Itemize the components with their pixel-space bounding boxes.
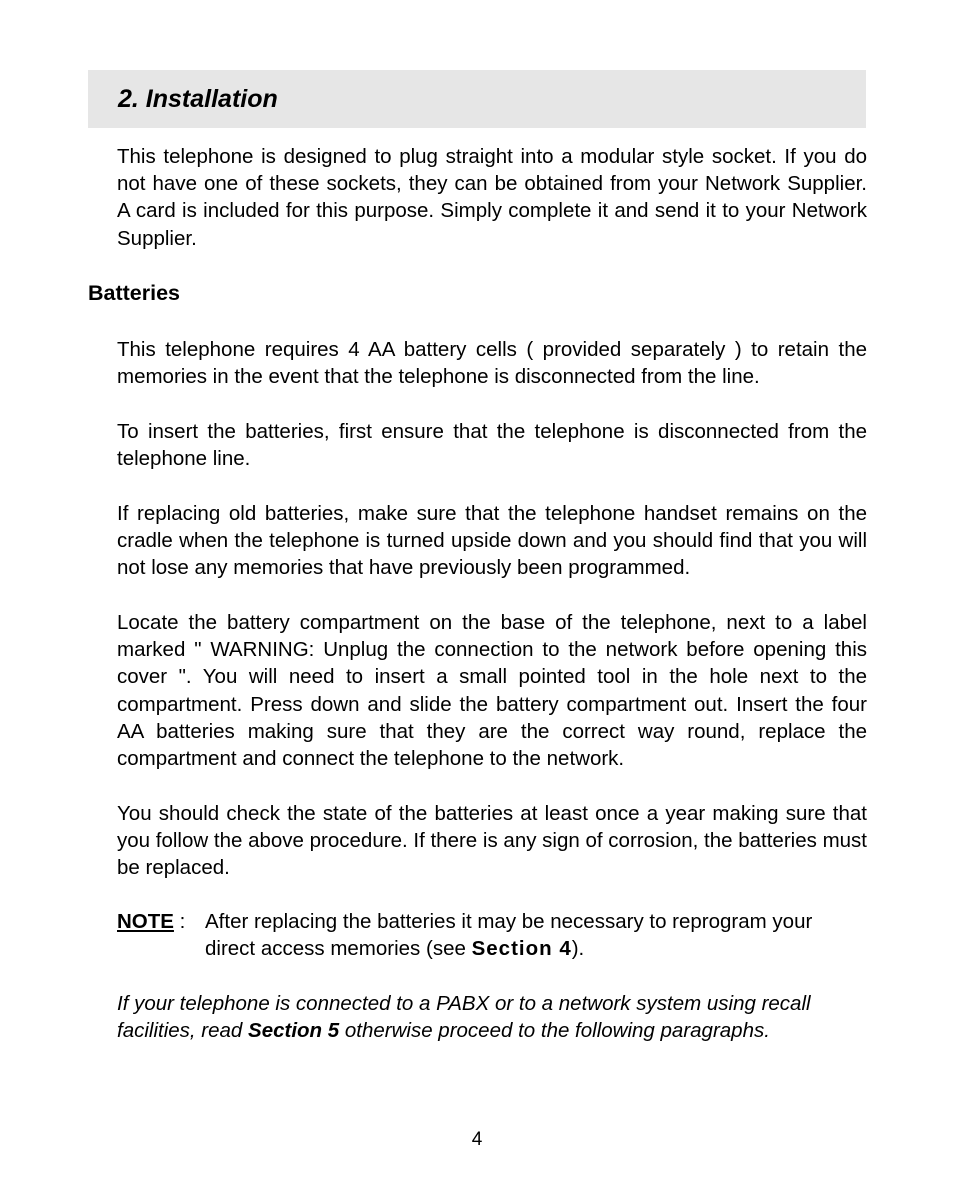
batteries-heading: Batteries	[88, 281, 181, 305]
page-number: 4	[471, 1129, 483, 1150]
note-text-after: ).	[571, 937, 585, 961]
note-text	[205, 908, 867, 962]
note-label-group	[117, 908, 185, 935]
batteries-paragraph-3: If replacing old batteries, make sure that the telephone handset remains on the cradle when the telephone is turned upside down and you should find that you will not lose any memories that have previously been programmed.	[117, 502, 867, 580]
note-label: NOTE	[117, 910, 174, 933]
section-header-bar	[88, 70, 866, 128]
closing-section-reference: Section 5	[248, 1019, 340, 1043]
batteries-paragraph-4: Locate the battery compartment on the base of the telephone, next to a label marked " WARNING: Unplug the connection to the network before opening this cover ". You will need to insert a small pointed tool in the hole next to the compartment. Press down and slide the battery compartment out. Insert the four AA batteries making sure that they are the correct way round, replace the compartment and connect the telephone to the network.	[117, 611, 867, 771]
section-title: 2. Installation	[118, 85, 278, 113]
note-text-before: After replacing the batteries it may be necessary to reprogram your direct access memories (see	[205, 910, 813, 961]
batteries-paragraph-2: To insert the batteries, first ensure that the telephone is disconnected from the telephone line.	[117, 420, 867, 471]
closing-text-after: otherwise proceed to the following paragraphs.	[339, 1019, 770, 1043]
batteries-paragraph-1: This telephone requires 4 AA battery cells ( provided separately ) to retain the memories in the event that the telephone is disconnected from the line.	[117, 338, 867, 389]
closing-text-before: If your telephone is connected to a PABX or to a network system using recall facilities, read	[117, 992, 811, 1043]
intro-paragraph: This telephone is designed to plug straight into a modular style socket. If you do not have one of these sockets, they can be obtained from your Network Supplier. A card is included for this purpose. Simply complete it and send it to your Network Supplier.	[117, 145, 867, 250]
closing-paragraph	[117, 990, 867, 1044]
batteries-paragraph-5: You should check the state of the batteries at least once a year making sure that you follow the above procedure. If there is any sign of corrosion, the batteries must be replaced.	[117, 802, 867, 880]
note-section-reference: Section 4	[471, 937, 572, 961]
note-separator: :	[173, 910, 186, 933]
